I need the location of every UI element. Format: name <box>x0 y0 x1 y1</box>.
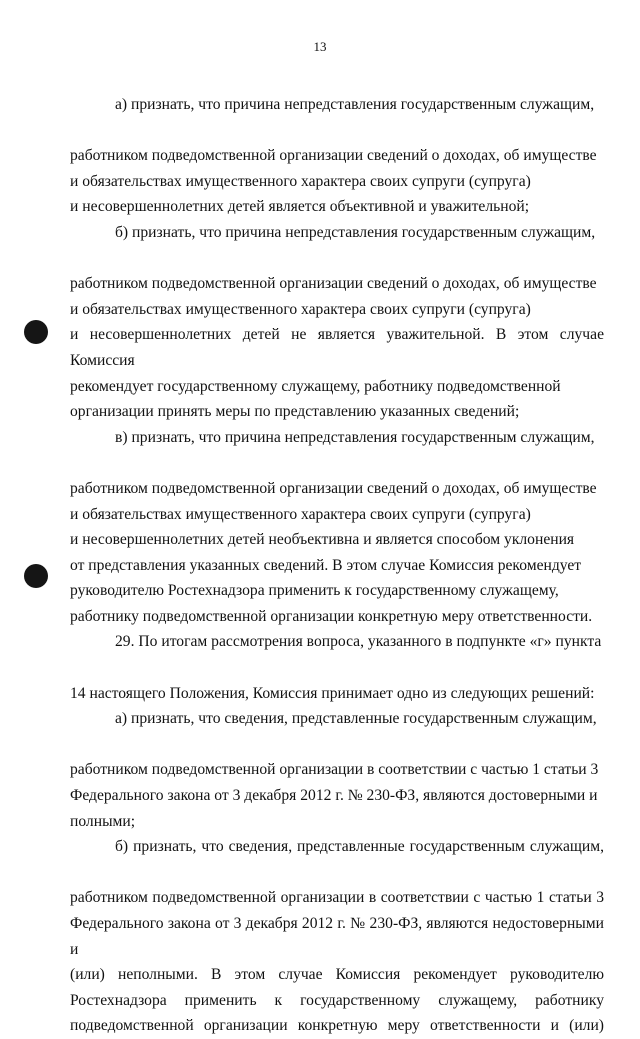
paragraph-a-reliable <box>70 706 604 834</box>
text-line: и обязательствах имущественного характера своих супруги (супруга) <box>70 300 531 318</box>
text-line: Федерального закона от 3 декабря 2012 г. № 230-ФЗ, являются достоверными и <box>70 787 598 805</box>
text-line: полными; <box>70 812 136 830</box>
text-line: б) признать, что причина непредставления государственным служащим, <box>115 223 596 241</box>
text-line: от представления указанных сведений. В этом случае Комиссия рекомендует <box>70 556 582 574</box>
text-line: и несовершеннолетних детей необъективна и является способом уклонения <box>70 531 575 549</box>
paragraph-b-unreliable <box>70 834 604 1039</box>
punch-hole <box>24 564 48 588</box>
text-line: рекомендует государственному служащему, работнику подведомственной <box>70 377 561 395</box>
paragraph-b-not-valid <box>70 220 604 425</box>
text-line: работником подведомственной организации сведений о доходах, об имуществе <box>70 479 597 497</box>
text-line: в) признать, что причина непредставления государственным служащим, <box>115 428 595 446</box>
text-line: подведомственной организации конкретную меру ответственности и (или) <box>70 1017 604 1035</box>
text-line: (или) неполными. В этом случае Комиссия рекомендует руководителю <box>70 966 604 984</box>
text-line: работником подведомственной организации в соответствии с частью 1 статьи 3 <box>70 761 599 779</box>
page-number: 13 <box>313 39 327 54</box>
text-line: и несовершеннолетних детей является объективной и уважительной; <box>70 198 530 216</box>
text-line: и несовершеннолетних детей не является уважительной. В этом случае Комиссия <box>70 326 604 369</box>
paragraph-a-objective <box>70 92 604 220</box>
text-line: а) признать, что причина непредставления государственным служащим, <box>115 96 595 113</box>
punch-hole <box>24 320 48 344</box>
text-line: Ростехнадзора применить к государственному служащему, работнику <box>70 991 604 1009</box>
text-line: б) признать, что сведения, представленные государственным служащим, <box>115 838 604 856</box>
text-line: Федерального закона от 3 декабря 2012 г. № 230-ФЗ, являются недостоверными и <box>70 915 604 958</box>
text-line: 14 настоящего Положения, Комиссия принимает одно из следующих решений: <box>70 684 595 702</box>
document-body <box>70 92 604 1039</box>
text-line: и обязательствах имущественного характера своих супруги (супруга) <box>70 172 531 190</box>
text-line: и обязательствах имущественного характера своих супруги (супруга) <box>70 505 531 523</box>
paragraph-29 <box>70 629 604 706</box>
text-line: а) признать, что сведения, представленные государственным служащим, <box>115 710 597 728</box>
text-line: 29. По итогам рассмотрения вопроса, указанного в подпункте «г» пункта <box>115 633 602 651</box>
text-line: работнику подведомственной организации конкретную меру ответственности. <box>70 607 593 625</box>
text-line: организации принять меры по представлению указанных сведений; <box>70 403 520 421</box>
text-line: работником подведомственной организации в соответствии с частью 1 статьи 3 <box>70 889 604 907</box>
text-line: руководителю Ростехнадзора применить к государственному служащему, <box>70 582 559 600</box>
text-line: работником подведомственной организации сведений о доходах, об имуществе <box>70 147 597 165</box>
paragraph-v-evasion <box>70 425 604 630</box>
text-line: работником подведомственной организации сведений о доходах, об имуществе <box>70 275 597 293</box>
